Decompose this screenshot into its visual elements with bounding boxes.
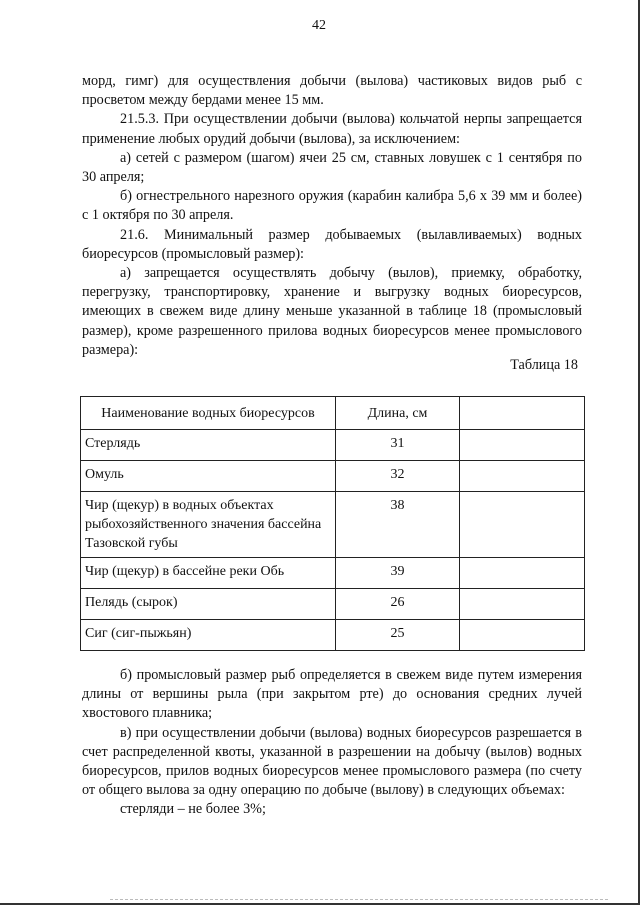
text-block-top: [82, 72, 582, 360]
cell-extra: [460, 620, 585, 651]
paragraph: б) огнестрельного нарезного оружия (карабин калибра 5,6 х 39 мм и более) с 1 октября по 30 апреля.: [82, 188, 582, 224]
cell-extra: [460, 589, 585, 620]
table-row: [81, 620, 585, 651]
text-block-bottom: [82, 666, 582, 820]
table-row: [81, 461, 585, 492]
cell-length: 26: [336, 589, 460, 620]
cell-length: 38: [336, 492, 460, 558]
paragraph: 21.5.3. При осуществлении добычи (вылова) кольчатой нерпы запрещается применение любых орудий добычи (вылова), за исключением:: [82, 111, 582, 147]
table-row: [81, 492, 585, 558]
paragraph: б) промысловый размер рыб определяется в свежем виде путем измерения длины от вершины рыла (при закрытом рте) до основания средних лучей хвостового плавника;: [82, 667, 582, 722]
bioresources-table: [80, 396, 585, 651]
cell-length: 32: [336, 461, 460, 492]
header-name: Наименование водных биоресурсов: [81, 397, 336, 430]
header-length: Длина, см: [336, 397, 460, 430]
cell-name: Сиг (сиг-пыжьян): [81, 620, 336, 651]
cell-extra: [460, 558, 585, 589]
table-row: [81, 589, 585, 620]
paragraph: а) сетей с размером (шагом) ячеи 25 см, ставных ловушек с 1 сентября по 30 апреля;: [82, 149, 582, 186]
table-header-row: [81, 397, 585, 430]
cell-name: Чир (щекур) в бассейне реки Обь: [81, 558, 336, 589]
cell-name: Пелядь (сырок): [81, 589, 336, 620]
cell-name: Стерлядь: [81, 430, 336, 461]
cell-name: Чир (щекур) в водных объектах рыбохозяйственного значения бассейна Тазовской губы: [81, 492, 336, 558]
table-row: [81, 430, 585, 461]
page-number: 42: [312, 18, 326, 33]
table-row: [81, 558, 585, 589]
paragraph: стерляди – не более 3%;: [120, 801, 266, 818]
cell-extra: [460, 430, 585, 461]
cell-length: 25: [336, 620, 460, 651]
table-caption: Таблица 18: [510, 357, 578, 373]
paragraph: в) при осуществлении добычи (вылова) водных биоресурсов разрешается в счет распределенной квоты, указанной в разрешении на добычу (вылов) водных биоресурсов, прилов водных биоресурсов менее промыслового размера (по счету от общего вылова за одну операцию по добыче (вылову) в следующих объемах:: [82, 724, 582, 799]
header-extra: [460, 397, 585, 430]
paragraph: 21.6. Минимальный размер добываемых (вылавливаемых) водных биоресурсов (промысловый размер):: [82, 226, 582, 262]
scan-edge-line: [110, 899, 608, 900]
paragraph: морд, гимг) для осуществления добычи (вылова) частиковых видов рыб с просветом между бердами менее 15 мм.: [82, 73, 582, 109]
cell-extra: [460, 461, 585, 492]
paragraph: а) запрещается осуществлять добычу (вылов), приемку, обработку, перегрузку, транспортировку, хранение и выгрузку водных биоресурсов, имеющих в свежем виде длину меньше указанной в таблице 18 (промысловый размер), кроме разрешенного прилова водных биоресурсов менее промыслового размера):: [82, 265, 582, 358]
cell-extra: [460, 492, 585, 558]
cell-length: 31: [336, 430, 460, 461]
cell-length: 39: [336, 558, 460, 589]
cell-name: Омуль: [81, 461, 336, 492]
